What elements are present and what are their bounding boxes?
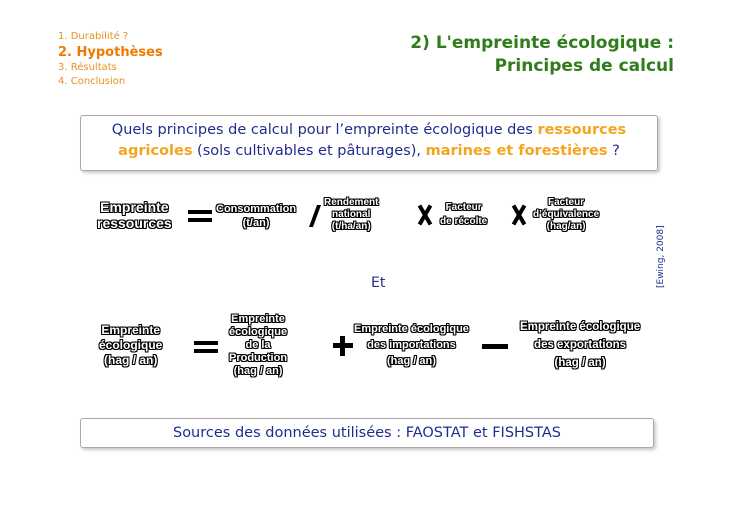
minus-sign: [482, 344, 508, 349]
formula1-facteur-equivalence: [533, 197, 599, 233]
formula1-lhs: [97, 199, 172, 231]
question-text-2: (sols cultivables et pâturages),: [192, 143, 426, 159]
formula2-lhs: [99, 323, 162, 368]
citation-text: [Ewing, 2008]: [656, 225, 666, 288]
question-highlight-marines: marines et forestières: [425, 143, 608, 159]
formula2-production-line: Empreinte: [231, 313, 285, 325]
formula2-exportations: [520, 318, 640, 372]
formula2-importations-line: des importations: [367, 339, 456, 351]
formula2-importations-line: (hag / an): [387, 355, 436, 367]
slide-title-line2: Principes de calcul: [494, 56, 674, 76]
question-box: [80, 115, 658, 171]
formula1-consommation-line: Consommation: [216, 203, 297, 215]
multiply-sign-2: [510, 204, 528, 226]
formula1-consommation-line: (t/an): [242, 217, 270, 229]
formula2-lhs-line: Empreinte: [101, 323, 161, 337]
formula1-rendement-line: (t/ha/an): [331, 221, 371, 232]
formula1-rendement-line: Rendement: [324, 197, 379, 208]
question-text-1: Quels principes de calcul pour l’empreinte écologique des: [111, 122, 538, 138]
nav-item-conclusion[interactable]: 4. Conclusion: [58, 76, 126, 87]
formula2-importations: [354, 321, 469, 369]
et-label: Et: [371, 275, 386, 291]
formula2-production-line: écologique: [229, 326, 288, 338]
citation: [656, 222, 668, 292]
formula2-production: [229, 313, 287, 378]
formula2-lhs-line: écologique: [99, 338, 163, 352]
sources-text: Sources des données utilisées : FAOSTAT et FISHSTAS: [172, 425, 561, 441]
nav-item-resultats[interactable]: 3. Résultats: [58, 62, 117, 73]
formula1-lhs-line: ressources: [97, 215, 172, 231]
section-nav: [58, 30, 163, 89]
question-text-3: ?: [607, 143, 620, 159]
formula1-consommation: [216, 202, 296, 230]
formula2-production-line: Production: [229, 352, 288, 364]
formula1-facteur-equivalence-line: d’équivalence: [533, 209, 600, 220]
formula1-facteur-recolte-line: de récolte: [440, 216, 488, 227]
formula2-exportations-line: Empreinte écologique: [520, 321, 641, 333]
formula1-facteur-equivalence-line: Facteur: [548, 197, 585, 208]
formula1-lhs-line: Empreinte: [100, 199, 169, 215]
multiply-sign-1: [416, 204, 434, 226]
formula1-rendement: [324, 197, 378, 233]
formula1-facteur-recolte: [440, 201, 487, 229]
sources-box: [80, 418, 654, 448]
slide-title: [410, 32, 674, 78]
formula1-rendement-line: national: [332, 209, 371, 220]
formula1-facteur-equivalence-line: (hag/an): [546, 221, 586, 232]
formula1-facteur-recolte-line: Facteur: [445, 202, 482, 213]
formula2-production-line: de la: [245, 339, 271, 351]
slide-title-line1: 2) L'empreinte écologique :: [410, 33, 674, 53]
formula2-production-line: (hag / an): [233, 365, 283, 377]
nav-item-hypotheses[interactable]: 2. Hypothèses: [58, 45, 163, 60]
formula2-exportations-line: (hag / an): [554, 357, 606, 369]
formula2-exportations-line: des exportations: [534, 339, 627, 351]
formula2-importations-line: Empreinte écologique: [354, 323, 469, 335]
formula2-lhs-line: (hag / an): [104, 353, 158, 367]
nav-item-durabilite[interactable]: 1. Durabilité ?: [58, 31, 129, 42]
question-highlight-agricoles: ressources agricoles: [118, 122, 627, 159]
divide-sign: [309, 205, 321, 227]
